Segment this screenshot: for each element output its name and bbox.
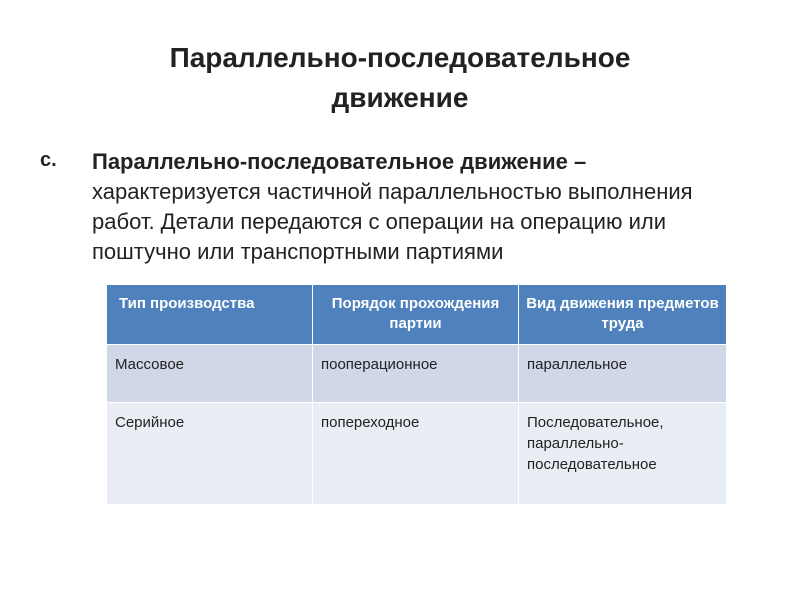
table-header-row — [107, 285, 727, 345]
header-production-type: Тип производства — [107, 285, 313, 345]
table-cell: Последовательное, параллельно-последовательное — [519, 403, 727, 505]
table-cell: пооперационное — [313, 345, 519, 403]
bullet-marker: с. — [40, 149, 57, 171]
table-cell: Массовое — [107, 345, 313, 403]
table-cell: параллельное — [519, 345, 727, 403]
slide-title-line-2: движение — [331, 82, 469, 113]
bullet-body: характеризуется частичной параллельностью выполнения работ. Детали передаются с операции на операцию или поштучно или транспортными партиями — [92, 179, 693, 264]
slide-title — [60, 38, 740, 118]
bullet-lead: Параллельно-последовательное движение – — [92, 149, 587, 174]
bullet-block — [40, 147, 740, 292]
table-row — [107, 345, 727, 403]
header-movement-type: Вид движения предметов труда — [519, 285, 727, 345]
table-cell: попереходное — [313, 403, 519, 505]
table-row — [107, 403, 727, 505]
production-table — [106, 284, 727, 505]
slide-title-line-1: Параллельно-последовательное — [169, 42, 631, 73]
table-cell: Серийное — [107, 403, 313, 505]
header-batch-order: Порядок прохождения партии — [313, 285, 519, 345]
bullet-text — [92, 147, 732, 267]
